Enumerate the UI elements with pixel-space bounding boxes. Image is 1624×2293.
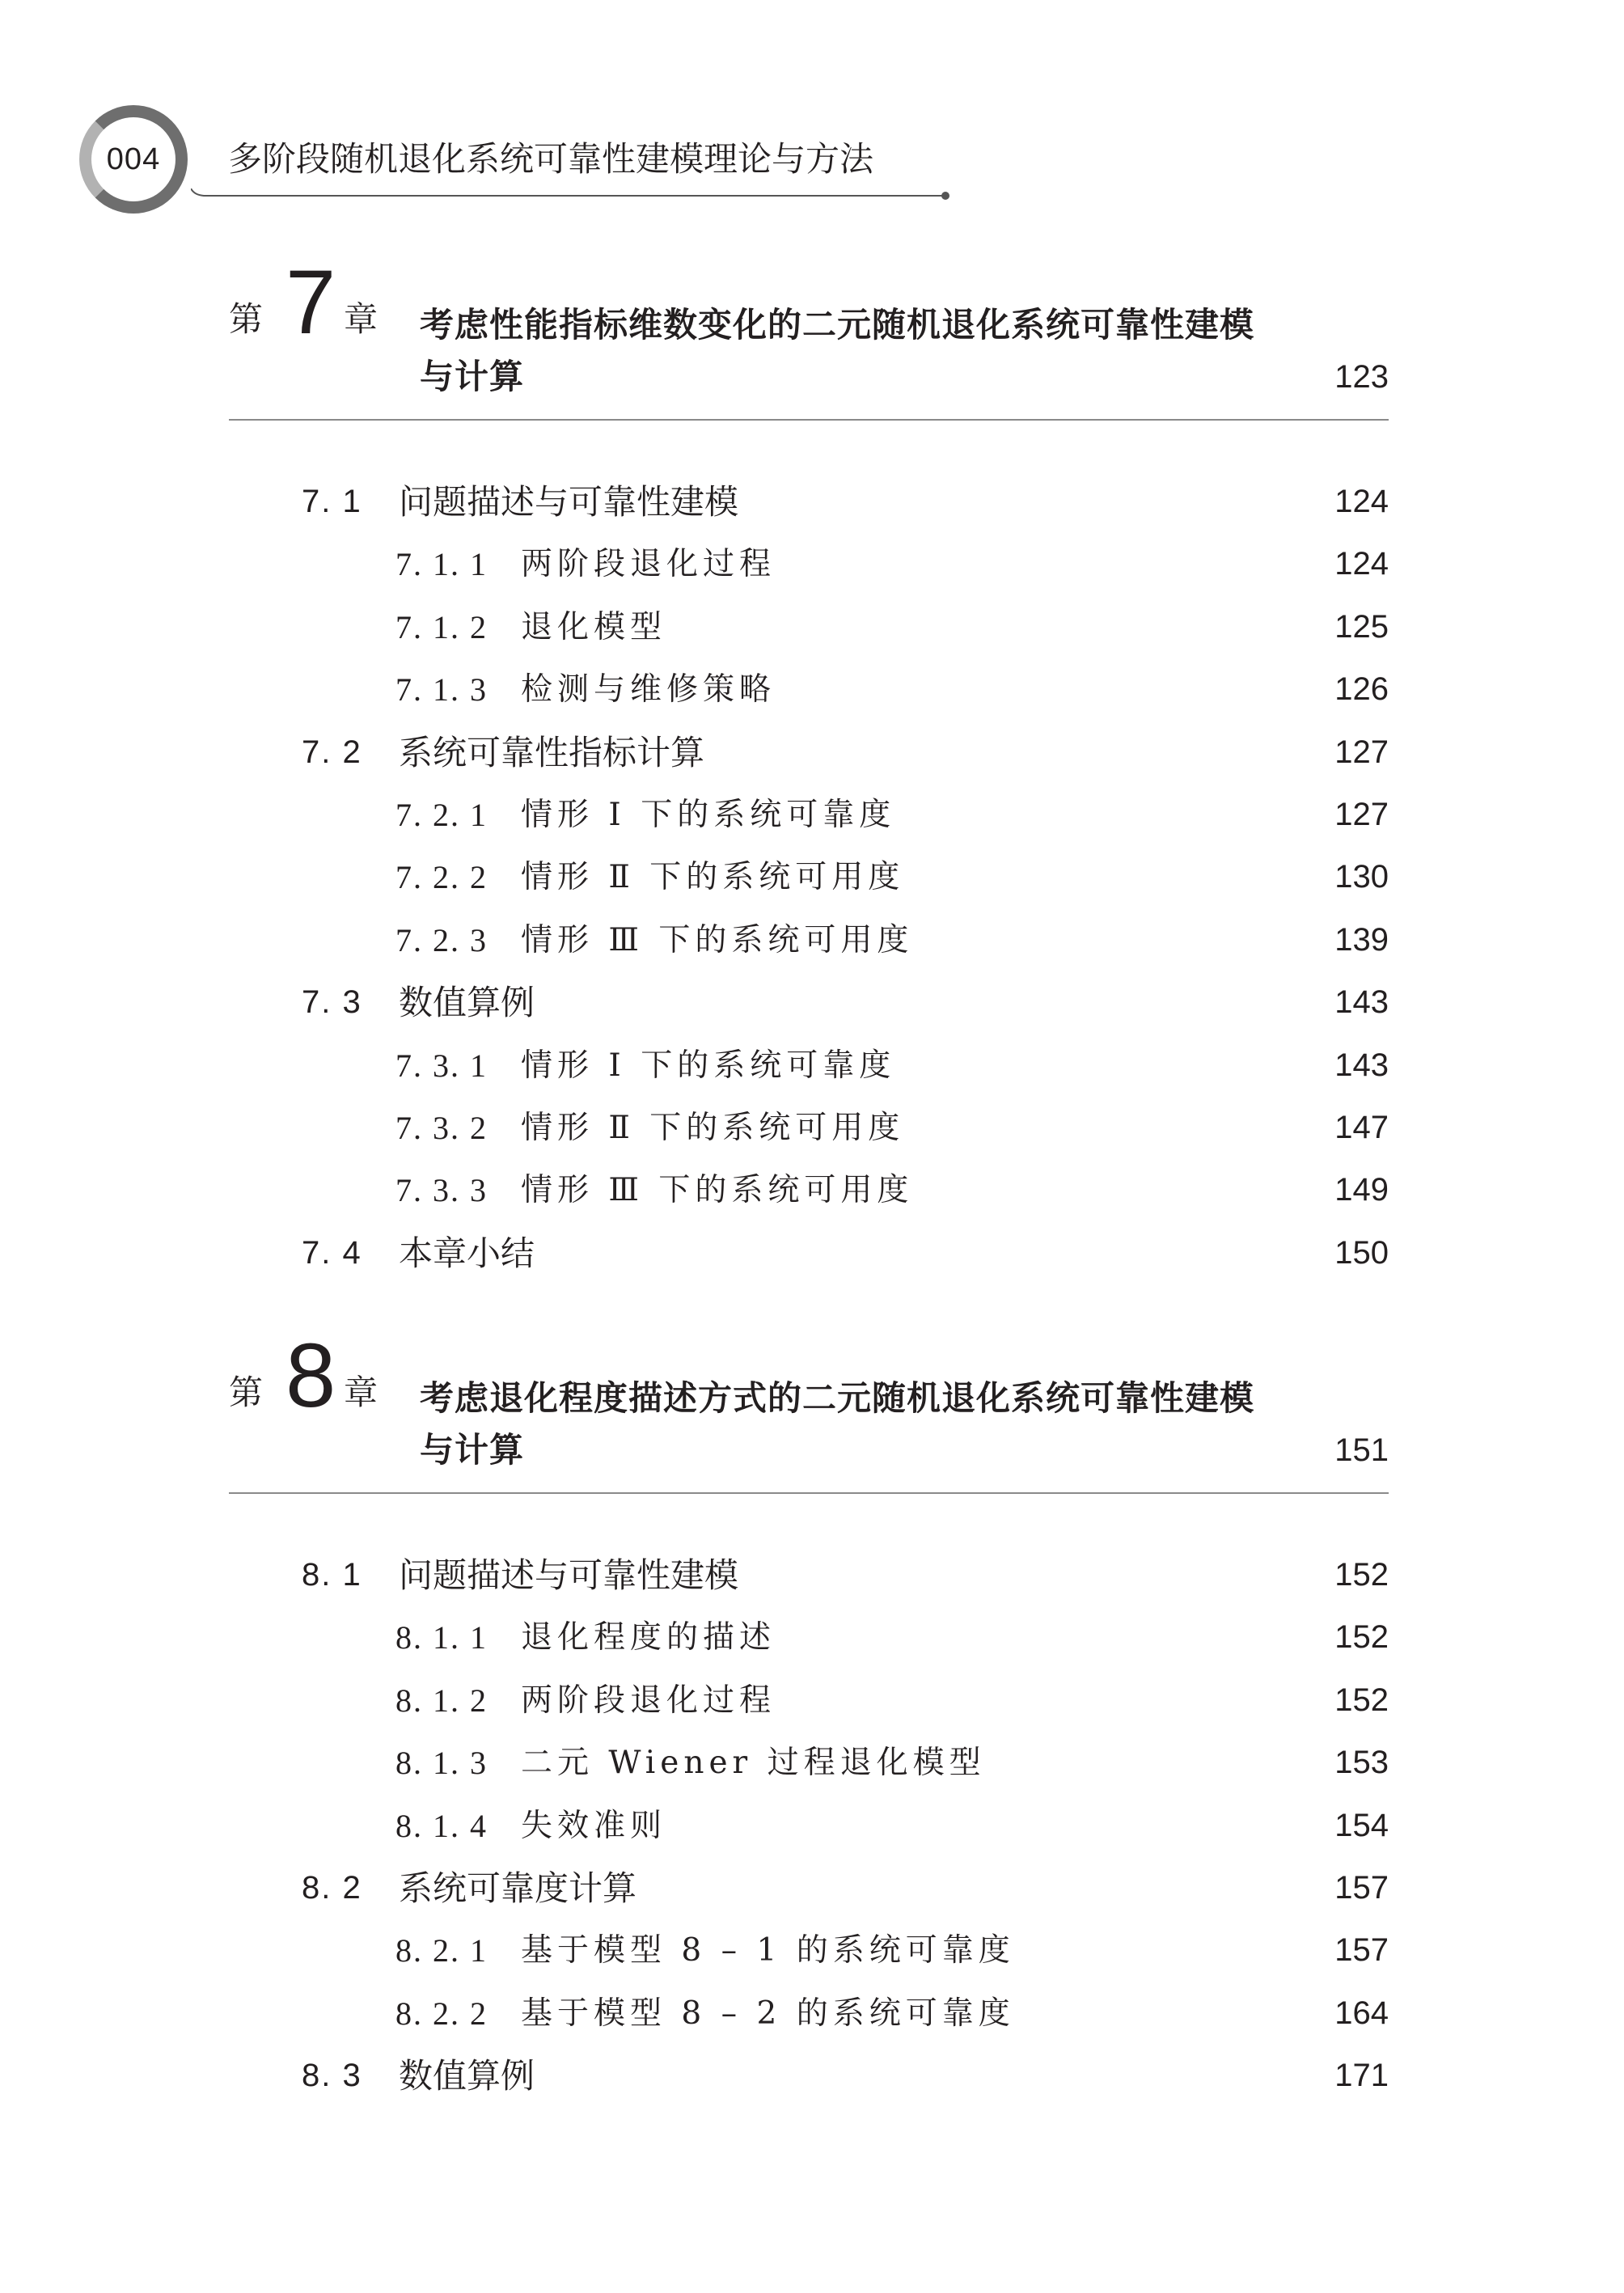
section-number: 7. 4 xyxy=(302,1234,362,1271)
subsection-page: 154 xyxy=(1334,1807,1389,1843)
toc-entry-8-2-1[interactable] xyxy=(229,1919,1389,1982)
header-rule xyxy=(191,188,951,205)
section-number: 8. 2 xyxy=(302,1869,362,1906)
toc-entry-7-2-1[interactable] xyxy=(229,784,1389,846)
toc-entry-7-3[interactable] xyxy=(229,971,1389,1034)
section-page: 171 xyxy=(1334,2058,1389,2094)
chapter-title-line-2: 与计算 xyxy=(420,1430,525,1470)
toc-entry-8-3[interactable] xyxy=(229,2045,1389,2107)
subsection-page: 153 xyxy=(1334,1745,1389,1781)
subsection-title: 退化程度的描述 xyxy=(521,1619,776,1656)
subsection-title: 基于模型 8 – 1 的系统可靠度 xyxy=(521,1932,1015,1969)
subsection-page: 130 xyxy=(1334,859,1389,895)
chapter-prefix: 第 xyxy=(229,1373,264,1412)
subsection-title: 基于模型 8 – 2 的系统可靠度 xyxy=(521,1995,1015,2032)
subsection-title: 两阶段退化过程 xyxy=(521,546,776,583)
page-number-badge xyxy=(79,105,188,214)
running-header xyxy=(0,0,1624,243)
section-title: 数值算例 xyxy=(399,2056,535,2096)
section-page: 124 xyxy=(1334,484,1389,519)
subsection-number: 8. 1. 4 xyxy=(395,1807,488,1844)
toc-entry-8-2[interactable] xyxy=(229,1857,1389,1919)
subsection-number: 7. 1. 1 xyxy=(395,546,488,583)
toc-entry-7-3-1[interactable] xyxy=(229,1034,1389,1097)
chapter-7-toc xyxy=(229,471,1389,1284)
section-number: 7. 2 xyxy=(302,734,362,770)
book-title: 多阶段随机退化系统可靠性建模理论与方法 xyxy=(228,139,874,179)
chapter-8 xyxy=(229,1325,1389,1470)
toc-entry-8-1[interactable] xyxy=(229,1544,1389,1606)
chapter-prefix: 第 xyxy=(229,299,264,339)
section-title: 数值算例 xyxy=(399,983,535,1023)
toc-entry-7-2-3[interactable] xyxy=(229,909,1389,971)
subsection-page: 164 xyxy=(1334,1995,1389,2031)
subsection-number: 8. 2. 1 xyxy=(395,1932,488,1969)
subsection-page: 125 xyxy=(1334,608,1389,645)
subsection-title: 情形 Ⅰ 下的系统可靠度 xyxy=(521,796,896,833)
section-page: 143 xyxy=(1334,984,1389,1021)
chapter-suffix: 章 xyxy=(344,299,379,339)
chapter-number: 7 xyxy=(285,252,336,353)
toc-entry-8-1-3[interactable] xyxy=(229,1732,1389,1794)
section-number: 7. 3 xyxy=(302,984,362,1021)
subsection-title: 情形 Ⅰ 下的系统可靠度 xyxy=(521,1047,896,1084)
section-page: 152 xyxy=(1334,1557,1389,1593)
subsection-number: 7. 1. 3 xyxy=(395,671,488,709)
toc-entry-7-1-1[interactable] xyxy=(229,533,1389,595)
chapter-divider xyxy=(229,1492,1389,1494)
section-number: 7. 1 xyxy=(302,484,362,519)
subsection-title: 二元 Wiener 过程退化模型 xyxy=(521,1745,986,1782)
chapter-heading xyxy=(229,1325,1389,1470)
toc-entry-7-2[interactable] xyxy=(229,721,1389,784)
chapter-heading xyxy=(229,252,1389,396)
subsection-page: 143 xyxy=(1334,1047,1389,1083)
section-page: 127 xyxy=(1334,734,1389,770)
subsection-page: 157 xyxy=(1334,1932,1389,1969)
subsection-title: 两阶段退化过程 xyxy=(521,1682,776,1719)
subsection-page: 152 xyxy=(1334,1619,1389,1656)
subsection-title: 失效准则 xyxy=(521,1807,667,1844)
subsection-page: 152 xyxy=(1334,1682,1389,1718)
subsection-title: 情形 Ⅱ 下的系统可用度 xyxy=(521,1109,905,1146)
section-title: 系统可靠度计算 xyxy=(399,1868,637,1908)
toc-entry-7-1-3[interactable] xyxy=(229,658,1389,721)
chapter-title-line-1: 考虑性能指标维数变化的二元随机退化系统可靠性建模 xyxy=(420,305,1255,345)
section-number: 8. 3 xyxy=(302,2058,362,2094)
section-title: 本章小结 xyxy=(399,1233,535,1273)
section-number: 8. 1 xyxy=(302,1557,362,1593)
chapter-page-number: 123 xyxy=(1334,359,1389,395)
toc-entry-7-1[interactable] xyxy=(229,471,1389,533)
section-title: 问题描述与可靠性建模 xyxy=(399,1555,739,1595)
subsection-page: 126 xyxy=(1334,671,1389,708)
subsection-title: 情形 Ⅱ 下的系统可用度 xyxy=(521,859,905,896)
subsection-number: 8. 1. 2 xyxy=(395,1682,488,1719)
section-page: 150 xyxy=(1334,1234,1389,1271)
chapter-title-line-1: 考虑退化程度描述方式的二元随机退化系统可靠性建模 xyxy=(420,1378,1255,1418)
section-title: 问题描述与可靠性建模 xyxy=(399,482,739,522)
subsection-number: 7. 2. 3 xyxy=(395,921,488,958)
subsection-number: 8. 2. 2 xyxy=(395,1995,488,2032)
toc-entry-7-3-2[interactable] xyxy=(229,1097,1389,1159)
chapter-number: 8 xyxy=(285,1325,336,1426)
subsection-page: 127 xyxy=(1334,796,1389,832)
chapter-page-number: 151 xyxy=(1334,1432,1389,1468)
subsection-number: 7. 3. 1 xyxy=(395,1047,488,1084)
chapter-8-toc xyxy=(229,1544,1389,2108)
toc-entry-7-4[interactable] xyxy=(229,1222,1389,1284)
subsection-title: 情形 Ⅲ 下的系统可用度 xyxy=(521,921,914,958)
subsection-number: 7. 2. 2 xyxy=(395,859,488,896)
section-title: 系统可靠性指标计算 xyxy=(399,732,705,772)
subsection-number: 7. 2. 1 xyxy=(395,796,488,833)
toc-entry-8-1-4[interactable] xyxy=(229,1795,1389,1857)
chapter-suffix: 章 xyxy=(344,1373,379,1412)
chapter-title-line-2: 与计算 xyxy=(420,357,525,396)
chapter-title[interactable] xyxy=(420,299,1390,403)
subsection-title: 退化模型 xyxy=(521,608,667,645)
subsection-page: 139 xyxy=(1334,921,1389,958)
subsection-title: 情形 Ⅲ 下的系统可用度 xyxy=(521,1172,914,1209)
subsection-page: 149 xyxy=(1334,1172,1389,1208)
section-page: 157 xyxy=(1334,1869,1389,1906)
subsection-page: 124 xyxy=(1334,546,1389,582)
subsection-page: 147 xyxy=(1334,1109,1389,1145)
page-number: 004 xyxy=(106,142,161,176)
toc-entry-8-2-2[interactable] xyxy=(229,1982,1389,2045)
subsection-title: 检测与维修策略 xyxy=(521,671,776,709)
subsection-number: 7. 3. 3 xyxy=(395,1172,488,1209)
toc-entry-7-2-2[interactable] xyxy=(229,846,1389,908)
toc-entry-8-1-2[interactable] xyxy=(229,1669,1389,1732)
subsection-number: 8. 1. 1 xyxy=(395,1619,488,1656)
chapter-7 xyxy=(229,252,1389,396)
subsection-number: 7. 3. 2 xyxy=(395,1109,488,1146)
subsection-number: 8. 1. 3 xyxy=(395,1745,488,1782)
toc-entry-8-1-1[interactable] xyxy=(229,1606,1389,1669)
toc-entry-7-1-2[interactable] xyxy=(229,596,1389,658)
toc-entry-7-3-3[interactable] xyxy=(229,1159,1389,1221)
subsection-number: 7. 1. 2 xyxy=(395,608,488,645)
chapter-divider xyxy=(229,419,1389,421)
chapter-title[interactable] xyxy=(420,1373,1390,1476)
